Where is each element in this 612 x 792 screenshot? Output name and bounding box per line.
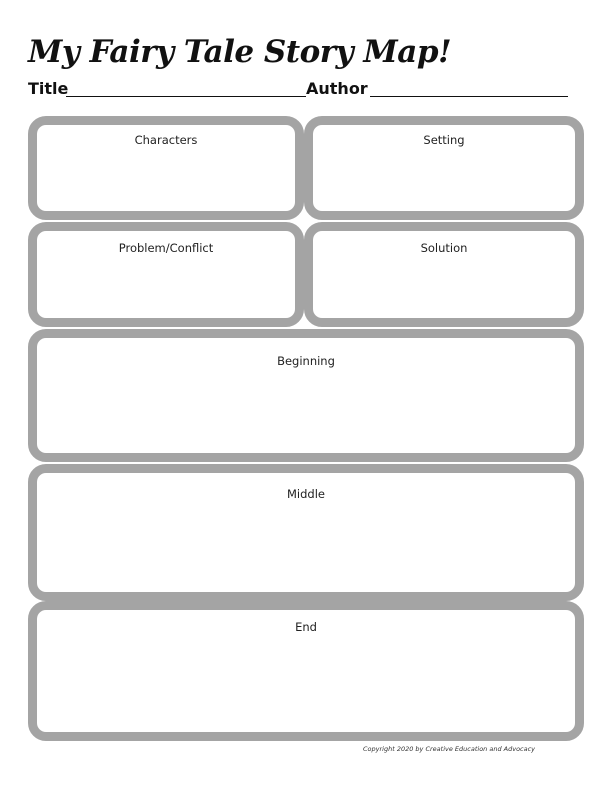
author-label: Author: [306, 79, 368, 98]
solution-box[interactable]: [304, 222, 584, 327]
copyright-notice: Copyright 2020 by Creative Education and Advocacy: [363, 745, 536, 753]
beginning-label: Beginning: [277, 354, 335, 368]
middle-label: Middle: [287, 487, 325, 501]
end-label: End: [295, 620, 317, 634]
setting-label: Setting: [423, 133, 465, 147]
beginning-box[interactable]: [28, 329, 584, 462]
end-box[interactable]: [28, 601, 584, 741]
characters-label: Characters: [134, 133, 198, 147]
title-label: Title: [28, 79, 69, 98]
problem-conflict-label: Problem/Conflict: [118, 241, 214, 255]
middle-box[interactable]: [28, 464, 584, 601]
author-field[interactable]: [370, 96, 568, 97]
characters-box[interactable]: [28, 116, 304, 220]
page-title: My Fairy Tale Story Map!: [28, 34, 452, 70]
setting-box[interactable]: [304, 116, 584, 220]
solution-label: Solution: [420, 241, 468, 255]
problem-conflict-box[interactable]: [28, 222, 304, 327]
title-field[interactable]: [66, 96, 306, 97]
title-author-row: [28, 79, 573, 99]
